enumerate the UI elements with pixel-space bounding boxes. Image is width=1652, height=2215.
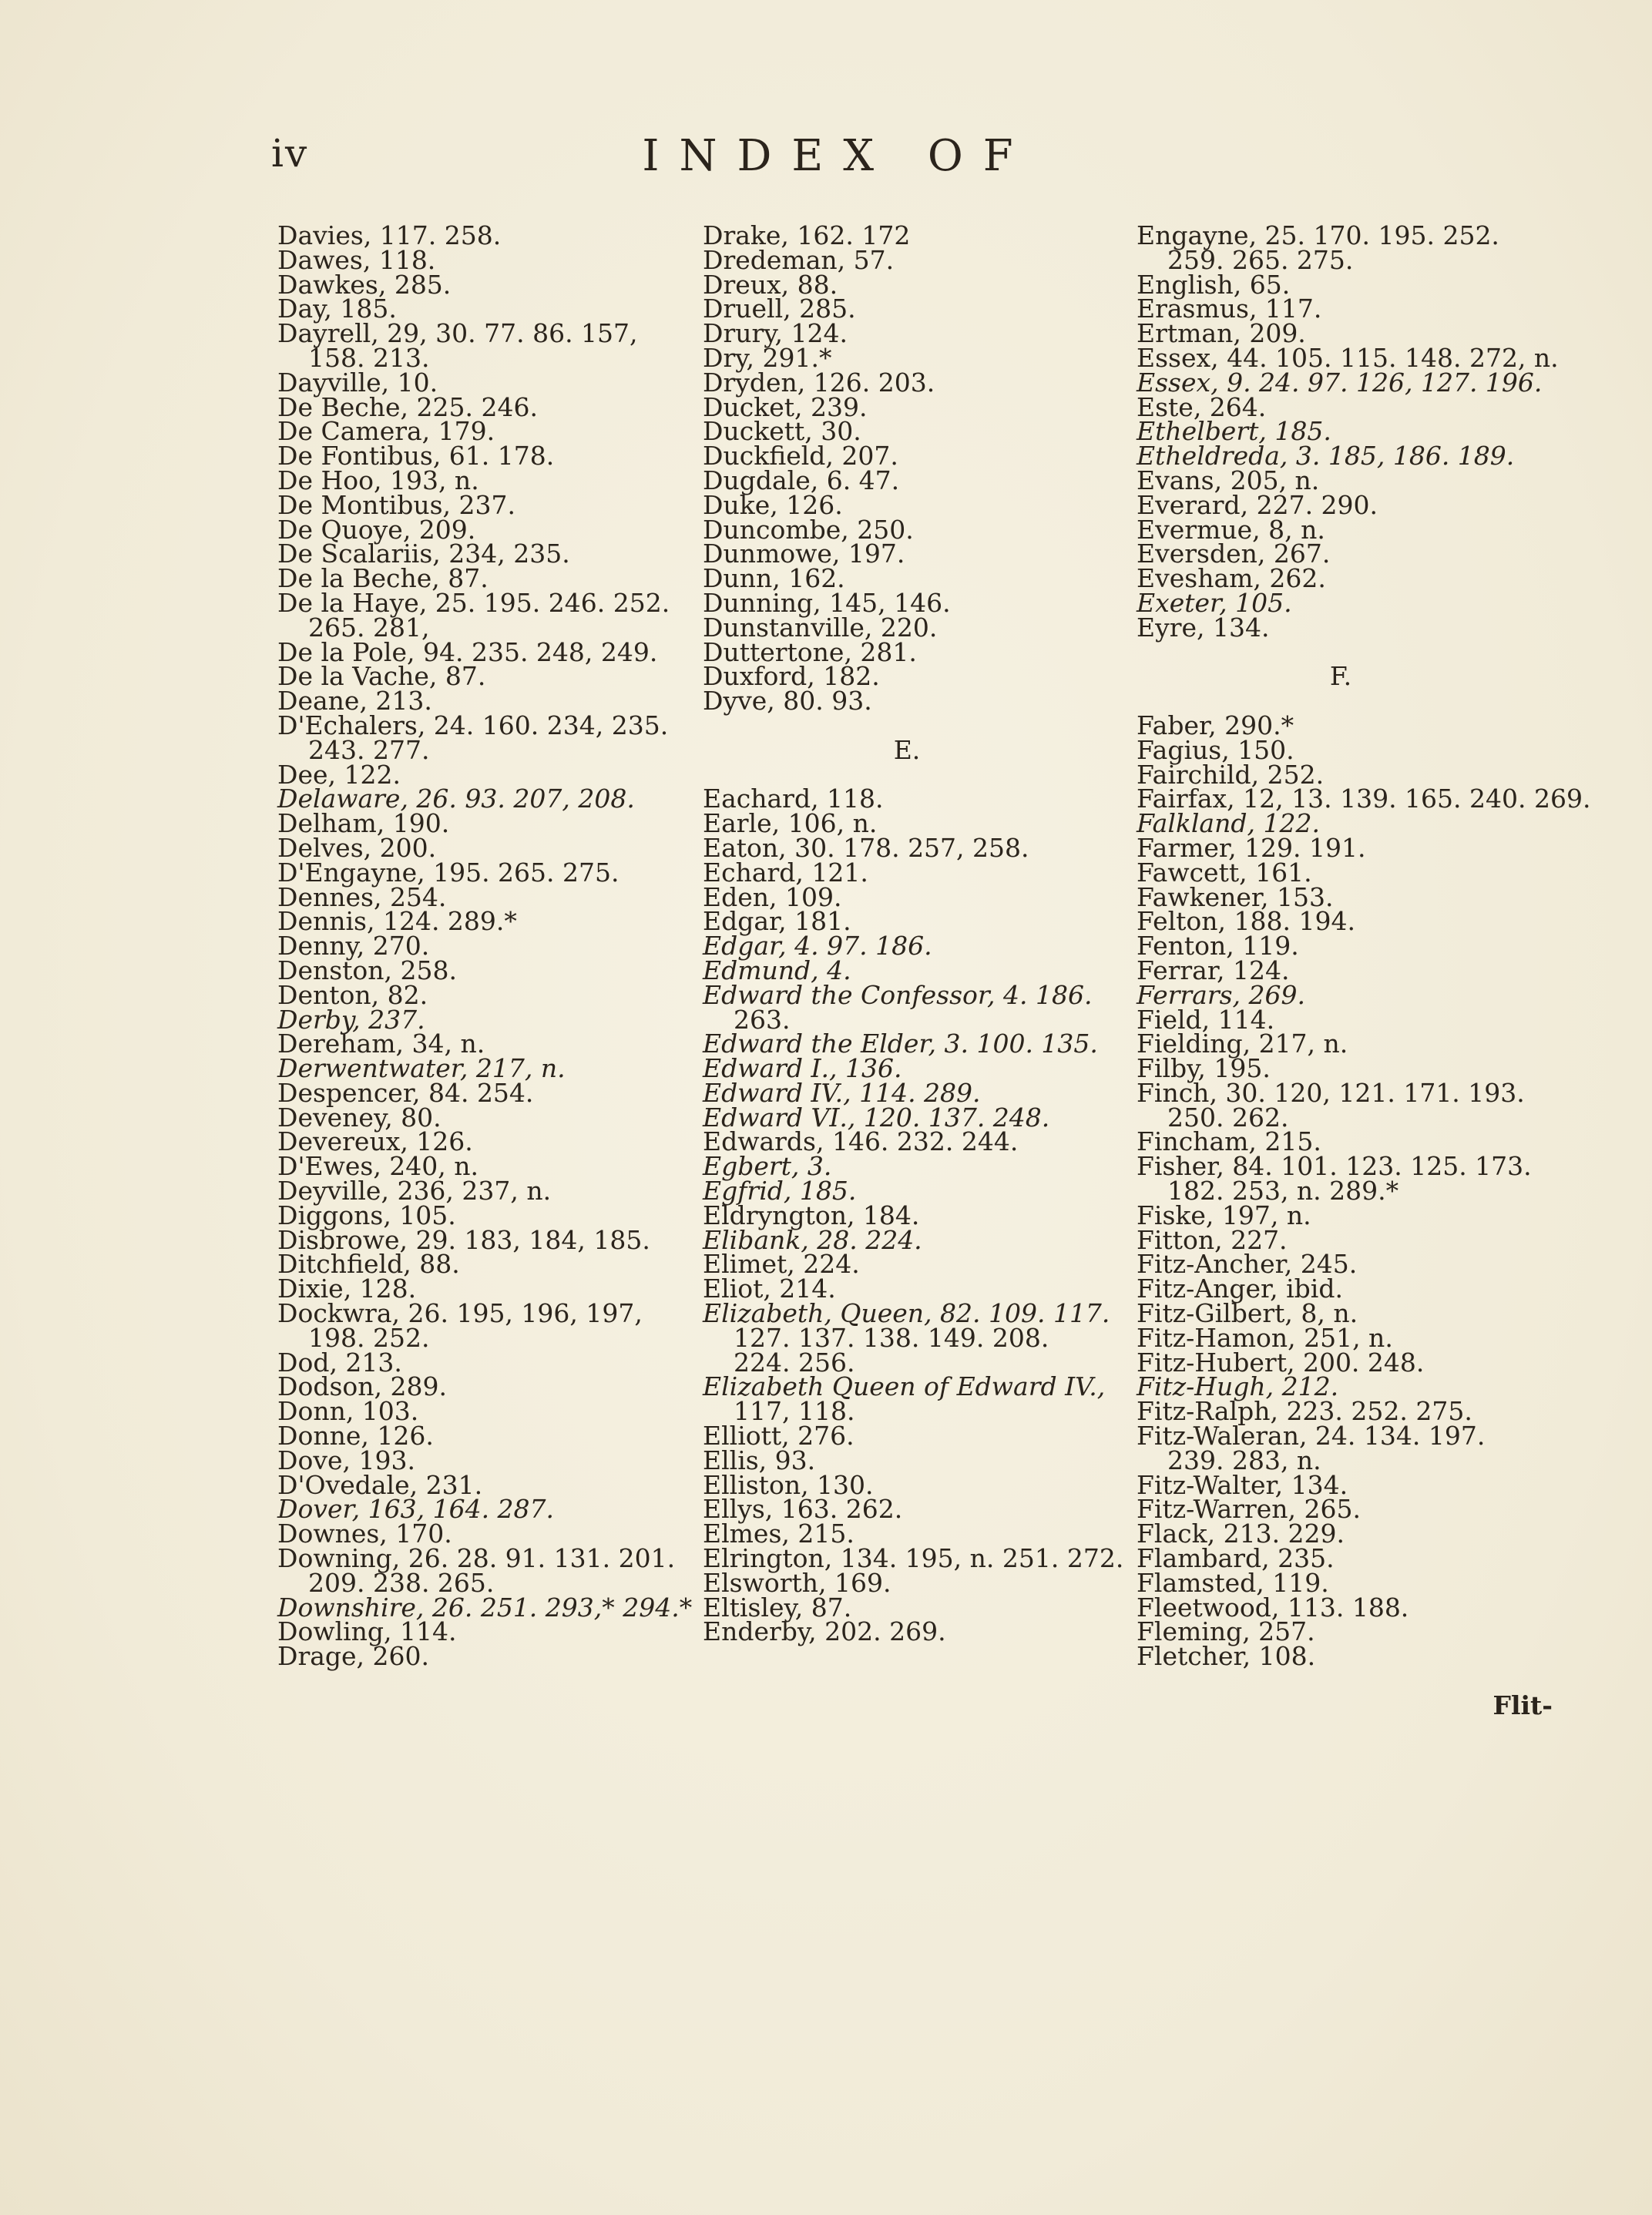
index-entry: Evermue, 8, n.: [1137, 514, 1325, 545]
index-entry: Duckfield, 207.: [703, 441, 898, 472]
index-entry: Dereham, 34, n.: [277, 1029, 485, 1059]
index-entry: Derby, 237.: [277, 1004, 425, 1035]
page-number: iv: [271, 131, 309, 176]
index-entry: Dennis, 124. 289.*: [277, 906, 517, 937]
index-entry: English, 65.: [1137, 269, 1291, 300]
index-entry: Ditchfield, 88.: [277, 1249, 460, 1280]
index-entry-continuation: 158. 213.: [308, 342, 430, 373]
index-entry: Denton, 82.: [277, 979, 428, 1010]
index-entry: Field, 114.: [1137, 1004, 1275, 1035]
index-entry: Evans, 205, n.: [1137, 465, 1320, 495]
index-entry: Fleming, 257.: [1137, 1616, 1315, 1647]
index-entry: Duncombe, 250.: [703, 514, 914, 545]
index-entry: Faber, 290.*: [1137, 710, 1294, 740]
index-entry: Fitz-Hamon, 251, n.: [1137, 1322, 1393, 1353]
index-entry: Dyve, 80. 93.: [703, 686, 872, 717]
index-entry: De la Vache, 87.: [277, 661, 486, 692]
index-entry: Drury, 124.: [703, 318, 848, 349]
index-entry: Drage, 260.: [277, 1641, 430, 1672]
index-entry: Denston, 258.: [277, 955, 458, 985]
index-entry: Delaware, 26. 93. 207, 208.: [277, 784, 635, 814]
index-entry: Ferrars, 269.: [1137, 979, 1306, 1010]
index-entry: Duxford, 182.: [703, 661, 880, 692]
index-entry: Derwentwater, 217, n.: [277, 1053, 566, 1084]
index-entry: Ellis, 93.: [703, 1445, 816, 1475]
index-entry: Downshire, 26. 251. 293,* 294.*: [277, 1592, 693, 1623]
index-entry: Diggons, 105.: [277, 1200, 456, 1230]
index-entry: De Beche, 225. 246.: [277, 391, 538, 422]
index-entry: Elrington, 134. 195, n. 251. 272.: [703, 1543, 1124, 1574]
index-entry: Edward the Confessor, 4. 186.: [703, 979, 1093, 1010]
index-entry: Ducket, 239.: [703, 391, 868, 422]
index-entry: Fenton, 119.: [1137, 931, 1299, 962]
index-entry: Deyville, 236, 237, n.: [277, 1176, 552, 1207]
index-entry: D'Ovedale, 231.: [277, 1469, 483, 1500]
index-entry: Ellys, 163. 262.: [703, 1494, 903, 1525]
index-entry: De la Pole, 94. 235. 248, 249.: [277, 636, 658, 667]
blank-line: [703, 713, 1134, 738]
index-entry: Fitz-Ancher, 245.: [1137, 1249, 1358, 1280]
index-entry: Dunstanville, 220.: [703, 612, 938, 643]
index-entry-continuation: 243. 277.: [308, 734, 430, 765]
index-entry: Dugdale, 6. 47.: [703, 465, 900, 495]
index-entry: Fitz-Ralph, 223. 252. 275.: [1137, 1396, 1472, 1427]
index-column-2: [703, 220, 1134, 1647]
index-entry: De Montibus, 237.: [277, 489, 515, 520]
index-entry: D'Engayne, 195. 265. 275.: [277, 857, 620, 888]
index-entry: Edward I., 136.: [703, 1053, 902, 1084]
index-entry: Fitz-Hugh, 212.: [1137, 1371, 1339, 1402]
index-entry: Fitz-Walter, 134.: [1137, 1469, 1348, 1500]
index-entry: Este, 264.: [1137, 391, 1267, 422]
index-entry: Dodson, 289.: [277, 1371, 447, 1402]
index-entry: Downes, 170.: [277, 1519, 452, 1549]
index-entry: Flambard, 235.: [1137, 1543, 1335, 1574]
index-entry-continuation: 259. 265. 275.: [1167, 244, 1354, 275]
index-entry-continuation: 209. 238. 265.: [308, 1567, 495, 1598]
index-entry: Dixie, 128.: [277, 1274, 417, 1304]
index-entry: Ferrar, 124.: [1137, 955, 1290, 985]
index-entry: Ethelbert, 185.: [1137, 416, 1331, 447]
index-entry: Elsworth, 169.: [703, 1567, 891, 1598]
index-entry: Drake, 162. 172: [703, 220, 911, 250]
index-entry: Elimet, 224.: [703, 1249, 860, 1280]
index-entry: Dove, 193.: [277, 1445, 415, 1475]
index-entry: Fielding, 217, n.: [1137, 1029, 1348, 1059]
index-entry: Denny, 270.: [277, 931, 430, 962]
index-entry: Edward the Elder, 3. 100. 135.: [703, 1029, 1098, 1059]
index-entry: Fitton, 227.: [1137, 1224, 1288, 1255]
index-entry: Dowling, 114.: [277, 1616, 457, 1647]
index-entry: Essex, 44. 105. 115. 148. 272, n.: [1137, 342, 1559, 373]
index-entry: De Fontibus, 61. 178.: [277, 441, 555, 472]
index-entry: Donn, 103.: [277, 1396, 419, 1427]
index-entry: Fitz-Hubert, 200. 248.: [1137, 1347, 1425, 1378]
index-entry: Fairchild, 252.: [1137, 759, 1325, 790]
index-entry: Enderby, 202. 269.: [703, 1616, 946, 1647]
index-entry: Devereux, 126.: [277, 1126, 473, 1157]
index-entry: Everard, 227. 290.: [1137, 489, 1378, 520]
index-entry: Fawcett, 161.: [1137, 857, 1312, 888]
index-entry: Egbert, 3.: [703, 1151, 832, 1182]
index-entry: Felton, 188. 194.: [1137, 906, 1355, 937]
index-entry: Eltisley, 87.: [703, 1592, 852, 1623]
index-entry: De Quoye, 209.: [277, 514, 476, 545]
index-entry: Exeter, 105.: [1137, 587, 1292, 618]
index-entry: De la Beche, 87.: [277, 563, 489, 594]
index-entry: Dunmowe, 197.: [703, 539, 905, 569]
index-entry: Fawkener, 153.: [1137, 881, 1334, 912]
index-entry: Eachard, 118.: [703, 784, 884, 814]
index-entry-continuation: 263.: [734, 1004, 791, 1035]
index-entry: Downing, 26. 28. 91. 131. 201.: [277, 1543, 676, 1574]
section-letter-heading: E.: [893, 734, 921, 765]
index-entry: Delham, 190.: [277, 808, 450, 839]
index-entry: Dayrell, 29, 30. 77. 86. 157,: [277, 318, 638, 349]
index-entry: Fagius, 150.: [1137, 734, 1294, 765]
index-entry: Dennes, 254.: [277, 881, 447, 912]
index-entry: Falkland, 122.: [1137, 808, 1320, 839]
index-entry: Edmund, 4.: [703, 955, 851, 985]
index-entry: Fitz-Gilbert, 8, n.: [1137, 1298, 1358, 1329]
section-letter-heading: F.: [1329, 661, 1352, 692]
index-entry: Dunn, 162.: [703, 563, 845, 594]
index-entry: Duckett, 30.: [703, 416, 861, 447]
index-entry: Fleetwood, 113. 188.: [1137, 1592, 1409, 1623]
index-entry: Engayne, 25. 170. 195. 252.: [1137, 220, 1499, 250]
index-entry: Deane, 213.: [277, 686, 432, 717]
index-entry-continuation: 265. 281,: [308, 612, 430, 643]
index-entry: Delves, 200.: [277, 832, 437, 863]
index-entry: Eldryngton, 184.: [703, 1200, 920, 1230]
index-entry: Duke, 126.: [703, 489, 843, 520]
index-entry: Eaton, 30. 178. 257, 258.: [703, 832, 1029, 863]
index-entry: Essex, 9. 24. 97. 126, 127. 196.: [1137, 367, 1543, 398]
index-entry: Evesham, 262.: [1137, 563, 1326, 594]
index-entry: Elliston, 130.: [703, 1469, 874, 1500]
index-entry: D'Echalers, 24. 160. 234, 235.: [277, 710, 669, 740]
index-entry: Dredeman, 57.: [703, 244, 895, 275]
index-entry: Deveney, 80.: [277, 1102, 442, 1133]
index-entry: Flamsted, 119.: [1137, 1567, 1329, 1598]
index-entry-continuation: 127. 137. 138. 149. 208.: [734, 1322, 1049, 1353]
index-entry-continuation: 224. 256.: [734, 1347, 855, 1378]
index-entry: Dawkes, 285.: [277, 269, 452, 300]
index-entry-continuation: 198. 252.: [308, 1322, 430, 1353]
index-entry: Edwards, 146. 232. 244.: [703, 1126, 1019, 1157]
index-entry: Edgar, 4. 97. 186.: [703, 931, 932, 962]
index-entry: Druell, 285.: [703, 294, 856, 324]
index-entry: Dry, 291.*: [703, 342, 832, 373]
index-entry: De Hoo, 193, n.: [277, 465, 479, 495]
index-column-3: [1137, 220, 1591, 1720]
index-entry-continuation: 182. 253, n. 289.*: [1167, 1176, 1399, 1207]
catchword: Flit-: [1493, 1690, 1553, 1720]
index-entry: Egfrid, 185.: [703, 1176, 857, 1207]
index-entry: Echard, 121.: [703, 857, 868, 888]
index-entry: Ertman, 209.: [1137, 318, 1306, 349]
index-entry: Fitz-Warren, 265.: [1137, 1494, 1361, 1525]
index-entry: Fairfax, 12, 13. 139. 165. 240. 269.: [1137, 784, 1591, 814]
index-entry: Etheldreda, 3. 185, 186. 189.: [1137, 441, 1515, 472]
index-entry: Eden, 109.: [703, 881, 842, 912]
index-entry: Filby, 195.: [1137, 1053, 1271, 1084]
index-entry: Fitz-Waleran, 24. 134. 197.: [1137, 1421, 1486, 1451]
index-entry: Elliott, 276.: [703, 1421, 855, 1451]
index-entry: Dockwra, 26. 195, 196, 197,: [277, 1298, 643, 1329]
index-entry: Edward VI., 120. 137. 248.: [703, 1102, 1050, 1133]
index-entry: Earle, 106, n.: [703, 808, 878, 839]
index-entry: Despencer, 84. 254.: [277, 1077, 534, 1108]
index-entry: De la Haye, 25. 195. 246. 252.: [277, 587, 670, 618]
index-entry: Eliot, 214.: [703, 1274, 836, 1304]
index-entry: Fisher, 84. 101. 123. 125. 173.: [1137, 1151, 1532, 1182]
index-entry: Dayville, 10.: [277, 367, 438, 398]
index-entry: Erasmus, 117.: [1137, 294, 1322, 324]
index-entry: Elizabeth, Queen, 82. 109. 117.: [703, 1298, 1110, 1329]
index-entry-continuation: 117, 118.: [734, 1396, 855, 1427]
index-entry: Duttertone, 281.: [703, 636, 917, 667]
index-entry: De Camera, 179.: [277, 416, 495, 447]
index-entry: Flack, 213. 229.: [1137, 1519, 1345, 1549]
index-entry: Finch, 30. 120, 121. 171. 193.: [1137, 1077, 1525, 1108]
index-entry: Edward IV., 114. 289.: [703, 1077, 981, 1108]
index-entry: Fitz-Anger, ibid.: [1137, 1274, 1343, 1304]
index-entry: Farmer, 129. 191.: [1137, 832, 1366, 863]
index-entry: Disbrowe, 29. 183, 184, 185.: [277, 1224, 650, 1255]
index-entry: Fincham, 215.: [1137, 1126, 1321, 1157]
index-entry: Fiske, 197, n.: [1137, 1200, 1311, 1230]
index-entry: Dryden, 126. 203.: [703, 367, 935, 398]
index-entry: Donne, 126.: [277, 1421, 434, 1451]
page-title: INDEX OF: [642, 131, 1033, 181]
index-entry: Elibank, 28. 224.: [703, 1224, 922, 1255]
index-entry: Dawes, 118.: [277, 244, 436, 275]
index-entry: Davies, 117. 258.: [277, 220, 502, 250]
index-entry: Day, 185.: [277, 294, 397, 324]
index-entry: D'Ewes, 240, n.: [277, 1151, 479, 1182]
index-entry: Elmes, 215.: [703, 1519, 855, 1549]
index-entry: Eyre, 134.: [1137, 612, 1270, 643]
index-entry: Edgar, 181.: [703, 906, 851, 937]
index-entry: De Scalariis, 234, 235.: [277, 539, 570, 569]
index-entry: Dod, 213.: [277, 1347, 402, 1378]
index-entry: Elizabeth Queen of Edward IV.,: [703, 1371, 1106, 1402]
index-column-1: [277, 220, 709, 1672]
index-entry: Eversden, 267.: [1137, 539, 1331, 569]
index-entry: Fletcher, 108.: [1137, 1641, 1316, 1672]
index-entry: Dunning, 145, 146.: [703, 587, 951, 618]
index-entry-continuation: 239. 283, n.: [1167, 1445, 1321, 1475]
index-entry: Dee, 122.: [277, 759, 401, 790]
index-entry: Dover, 163, 164. 287.: [277, 1494, 555, 1525]
blank-line: [1137, 640, 1568, 665]
index-entry-continuation: 250. 262.: [1167, 1102, 1289, 1133]
index-entry: Dreux, 88.: [703, 269, 838, 300]
